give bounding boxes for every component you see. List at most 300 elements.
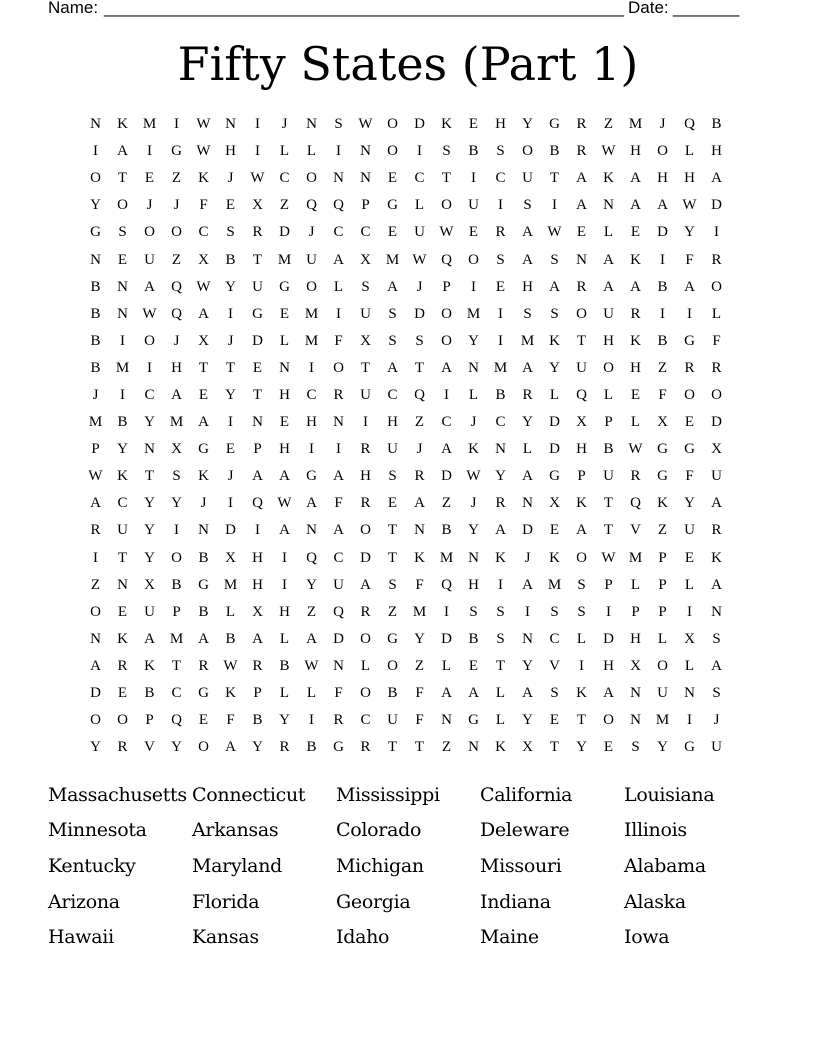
grid-letter: T — [198, 359, 209, 376]
grid-letter: T — [117, 170, 128, 187]
grid-letter: X — [522, 739, 533, 756]
word-list-row — [48, 813, 768, 849]
grid-letter: I — [417, 143, 422, 160]
grid-letter: Z — [657, 359, 668, 376]
grid-letter: R — [711, 251, 722, 268]
grid-letter: U — [117, 522, 128, 539]
grid-letter: O — [171, 549, 182, 566]
grid-letter: A — [198, 414, 209, 431]
grid-letter: I — [255, 522, 260, 539]
grid-letter: A — [360, 576, 371, 593]
grid-letter: P — [604, 414, 613, 431]
grid-letter: X — [252, 603, 263, 620]
grid-letter: P — [604, 576, 613, 593]
grid-letter: Y — [225, 386, 236, 403]
grid-letter: X — [657, 414, 668, 431]
grid-letter: I — [120, 386, 125, 403]
grid-letter: I — [228, 305, 233, 322]
grid-letter: C — [144, 386, 155, 403]
grid-letter: A — [603, 278, 614, 295]
grid-letter: F — [712, 332, 721, 349]
grid-letter: C — [495, 414, 506, 431]
grid-letter: B — [90, 305, 101, 322]
grid-letter: U — [360, 305, 371, 322]
grid-letter: O — [144, 332, 155, 349]
grid-letter: H — [171, 359, 182, 376]
grid-letter: Y — [522, 712, 533, 729]
grid-letter: L — [630, 576, 641, 593]
grid-letter: W — [196, 278, 211, 295]
grid-letter: R — [576, 116, 587, 133]
grid-letter: C — [117, 495, 128, 512]
grid-letter: K — [198, 468, 209, 485]
grid-letter: Q — [441, 576, 452, 593]
grid-letter: E — [117, 603, 128, 620]
grid-letter: K — [630, 251, 641, 268]
grid-letter: N — [360, 170, 371, 187]
grid-letter: S — [712, 685, 721, 702]
date-blank-line: _______ — [673, 0, 740, 17]
grid-letter: A — [576, 522, 587, 539]
grid-letter: O — [360, 522, 371, 539]
grid-letter: L — [630, 414, 641, 431]
grid-row — [82, 545, 730, 572]
grid-letter: A — [387, 278, 398, 295]
grid-letter: N — [252, 414, 263, 431]
grid-letter: T — [360, 359, 371, 376]
grid-letter: A — [522, 468, 533, 485]
grid-letter: W — [547, 224, 562, 241]
grid-letter: O — [441, 305, 452, 322]
letter-grid — [82, 111, 730, 761]
grid-letter: Q — [171, 278, 182, 295]
word-list-item: Florida — [192, 890, 260, 913]
grid-letter: K — [495, 549, 506, 566]
grid-letter: S — [523, 197, 532, 214]
grid-letter: G — [306, 468, 317, 485]
grid-letter: W — [88, 468, 103, 485]
grid-letter: K — [630, 332, 641, 349]
grid-letter: A — [333, 251, 344, 268]
grid-letter: R — [360, 495, 371, 512]
grid-letter: B — [306, 739, 317, 756]
grid-letter: U — [576, 359, 587, 376]
grid-letter: K — [657, 495, 668, 512]
grid-letter: A — [711, 657, 722, 674]
grid-letter: A — [522, 359, 533, 376]
grid-letter: O — [576, 305, 587, 322]
grid-letter: H — [252, 576, 263, 593]
grid-letter: F — [334, 332, 343, 349]
grid-letter: H — [522, 278, 533, 295]
grid-letter: B — [711, 116, 722, 133]
grid-letter: L — [549, 386, 560, 403]
grid-letter: O — [171, 224, 182, 241]
grid-letter: Z — [387, 603, 398, 620]
grid-letter: N — [468, 359, 479, 376]
grid-letter: J — [227, 170, 234, 187]
grid-letter: A — [522, 685, 533, 702]
grid-letter: G — [549, 468, 560, 485]
grid-letter: P — [145, 712, 154, 729]
grid-letter: U — [252, 278, 263, 295]
word-list-item: Alaska — [624, 890, 686, 913]
grid-letter: S — [442, 143, 451, 160]
grid-letter: P — [253, 685, 262, 702]
grid-row — [82, 246, 730, 273]
grid-letter: O — [603, 712, 614, 729]
grid-letter: Q — [306, 549, 317, 566]
grid-letter: O — [198, 739, 209, 756]
grid-letter: A — [441, 685, 452, 702]
grid-letter: X — [198, 332, 209, 349]
grid-letter: T — [387, 739, 398, 756]
grid-letter: Z — [414, 657, 425, 674]
grid-letter: Y — [549, 359, 560, 376]
grid-letter: M — [655, 712, 670, 729]
grid-letter: E — [468, 116, 479, 133]
grid-row — [82, 274, 730, 301]
grid-letter: Q — [576, 386, 587, 403]
grid-letter: K — [468, 441, 479, 458]
grid-letter: O — [360, 630, 371, 647]
grid-letter: T — [441, 170, 452, 187]
word-list-row — [48, 919, 768, 955]
grid-letter: A — [711, 576, 722, 593]
grid-letter: J — [281, 116, 288, 133]
grid-letter: D — [90, 685, 101, 702]
grid-letter: H — [468, 576, 479, 593]
grid-letter: L — [306, 143, 317, 160]
grid-letter: K — [576, 685, 587, 702]
grid-letter: H — [630, 143, 641, 160]
grid-letter: E — [225, 197, 236, 214]
grid-letter: B — [90, 359, 101, 376]
grid-letter: L — [360, 657, 371, 674]
grid-letter: N — [522, 630, 533, 647]
grid-letter: T — [549, 170, 560, 187]
grid-letter: L — [522, 441, 533, 458]
grid-letter: K — [117, 630, 128, 647]
grid-letter: S — [577, 603, 586, 620]
grid-row — [82, 409, 730, 436]
grid-letter: X — [171, 441, 182, 458]
grid-letter: G — [252, 305, 263, 322]
grid-letter: H — [603, 657, 614, 674]
grid-letter: P — [631, 603, 640, 620]
grid-letter: G — [279, 278, 290, 295]
grid-letter: L — [279, 332, 290, 349]
grid-letter: S — [388, 305, 397, 322]
grid-letter: G — [198, 685, 209, 702]
grid-letter: X — [360, 332, 371, 349]
grid-letter: M — [493, 359, 508, 376]
grid-letter: Q — [333, 197, 344, 214]
grid-letter: Q — [630, 495, 641, 512]
grid-letter: A — [252, 468, 263, 485]
grid-letter: J — [308, 224, 315, 241]
grid-letter: X — [711, 441, 722, 458]
grid-row — [82, 490, 730, 517]
grid-letter: A — [522, 224, 533, 241]
grid-letter: R — [414, 468, 425, 485]
grid-letter: A — [630, 170, 641, 187]
grid-letter: E — [279, 305, 290, 322]
grid-letter: Y — [279, 712, 290, 729]
grid-letter: U — [603, 468, 614, 485]
grid-letter: N — [306, 116, 317, 133]
grid-letter: N — [90, 116, 101, 133]
grid-letter: P — [658, 576, 667, 593]
grid-letter: I — [606, 603, 611, 620]
grid-row — [82, 355, 730, 382]
grid-letter: B — [657, 278, 668, 295]
grid-letter: N — [117, 576, 128, 593]
grid-letter: O — [468, 251, 479, 268]
grid-letter: B — [225, 630, 236, 647]
grid-letter: D — [414, 116, 425, 133]
grid-letter: A — [198, 305, 209, 322]
name-label: Name: — [48, 0, 99, 17]
grid-letter: E — [117, 251, 128, 268]
grid-letter: B — [252, 712, 263, 729]
grid-letter: O — [117, 712, 128, 729]
grid-letter: C — [333, 224, 344, 241]
grid-letter: M — [142, 116, 157, 133]
grid-letter: R — [360, 603, 371, 620]
word-list-item: Massachusetts — [48, 783, 187, 806]
grid-letter: H — [630, 359, 641, 376]
grid-letter: U — [603, 305, 614, 322]
grid-letter: A — [441, 441, 452, 458]
grid-letter: A — [333, 468, 344, 485]
grid-letter: R — [252, 657, 263, 674]
grid-letter: I — [336, 143, 341, 160]
grid-letter: E — [279, 414, 290, 431]
grid-letter: M — [277, 251, 292, 268]
word-list-item: California — [480, 783, 573, 806]
grid-letter: G — [198, 576, 209, 593]
grid-letter: Z — [414, 414, 425, 431]
grid-letter: H — [630, 630, 641, 647]
grid-letter: A — [414, 495, 425, 512]
grid-letter: Y — [576, 739, 587, 756]
grid-letter: C — [549, 630, 560, 647]
grid-letter: R — [630, 305, 641, 322]
grid-letter: B — [468, 630, 479, 647]
grid-letter: H — [279, 603, 290, 620]
grid-letter: R — [360, 441, 371, 458]
grid-letter: A — [90, 495, 101, 512]
grid-letter: T — [603, 522, 614, 539]
grid-letter: G — [90, 224, 101, 241]
grid-letter: L — [495, 685, 506, 702]
grid-row — [82, 301, 730, 328]
grid-letter: B — [603, 441, 614, 458]
grid-letter: M — [385, 251, 400, 268]
grid-letter: T — [603, 495, 614, 512]
grid-letter: S — [415, 332, 424, 349]
grid-letter: Y — [252, 739, 263, 756]
grid-letter: S — [550, 603, 559, 620]
grid-letter: K — [549, 549, 560, 566]
grid-letter: D — [360, 549, 371, 566]
grid-letter: P — [172, 603, 181, 620]
grid-letter: R — [252, 224, 263, 241]
grid-letter: L — [414, 197, 425, 214]
grid-letter: A — [441, 359, 452, 376]
grid-letter: I — [444, 386, 449, 403]
grid-letter: I — [498, 576, 503, 593]
grid-letter: E — [630, 224, 641, 241]
grid-letter: R — [279, 739, 290, 756]
grid-letter: W — [439, 224, 454, 241]
grid-letter: Y — [144, 549, 155, 566]
grid-letter: C — [360, 224, 371, 241]
grid-letter: K — [603, 170, 614, 187]
grid-letter: F — [334, 685, 343, 702]
grid-letter: A — [198, 630, 209, 647]
grid-letter: Y — [144, 495, 155, 512]
grid-letter: A — [576, 197, 587, 214]
grid-letter: N — [630, 685, 641, 702]
grid-letter: T — [171, 657, 182, 674]
grid-letter: Q — [414, 386, 425, 403]
grid-letter: P — [253, 441, 262, 458]
grid-letter: B — [171, 576, 182, 593]
grid-letter: A — [711, 170, 722, 187]
grid-letter: L — [603, 386, 614, 403]
grid-letter: I — [255, 143, 260, 160]
grid-letter: S — [550, 251, 559, 268]
grid-letter: N — [630, 712, 641, 729]
grid-letter: I — [687, 712, 692, 729]
grid-letter: I — [552, 197, 557, 214]
grid-letter: I — [282, 549, 287, 566]
grid-letter: D — [522, 522, 533, 539]
grid-letter: M — [466, 305, 481, 322]
grid-letter: A — [387, 359, 398, 376]
grid-letter: I — [120, 332, 125, 349]
grid-row — [82, 572, 730, 599]
grid-letter: G — [657, 468, 668, 485]
word-list-item: Louisiana — [624, 783, 715, 806]
grid-letter: A — [171, 386, 182, 403]
grid-letter: Z — [90, 576, 101, 593]
grid-letter: R — [576, 278, 587, 295]
grid-letter: E — [549, 522, 560, 539]
grid-letter: Z — [171, 170, 182, 187]
grid-letter: D — [657, 224, 668, 241]
grid-letter: I — [444, 603, 449, 620]
grid-letter: Y — [522, 116, 533, 133]
grid-letter: A — [576, 170, 587, 187]
grid-letter: Y — [657, 739, 668, 756]
grid-letter: I — [147, 359, 152, 376]
grid-letter: A — [630, 278, 641, 295]
grid-row — [82, 328, 730, 355]
grid-letter: J — [659, 116, 666, 133]
grid-letter: W — [223, 657, 238, 674]
grid-letter: N — [117, 305, 128, 322]
grid-letter: T — [549, 739, 560, 756]
grid-letter: R — [117, 739, 128, 756]
grid-letter: W — [196, 116, 211, 133]
grid-letter: B — [549, 143, 560, 160]
grid-letter: Z — [306, 603, 317, 620]
grid-letter: H — [252, 549, 263, 566]
grid-letter: D — [549, 414, 560, 431]
word-list-item: Mississippi — [336, 783, 440, 806]
grid-letter: G — [684, 739, 695, 756]
grid-letter: N — [468, 549, 479, 566]
grid-letter: E — [495, 278, 506, 295]
grid-letter: E — [630, 386, 641, 403]
grid-letter: F — [226, 712, 235, 729]
grid-letter: O — [441, 197, 452, 214]
grid-letter: E — [549, 712, 560, 729]
grid-letter: K — [495, 739, 506, 756]
grid-letter: X — [630, 657, 641, 674]
grid-letter: L — [684, 657, 695, 674]
grid-letter: L — [333, 278, 344, 295]
word-list-row — [48, 884, 768, 920]
grid-letter: A — [522, 576, 533, 593]
grid-letter: X — [198, 251, 209, 268]
grid-letter: G — [684, 441, 695, 458]
grid-letter: M — [304, 305, 319, 322]
grid-letter: Y — [90, 197, 101, 214]
grid-letter: R — [333, 386, 344, 403]
grid-row — [82, 680, 730, 707]
grid-letter: I — [282, 576, 287, 593]
grid-letter: O — [711, 278, 722, 295]
grid-letter: W — [250, 170, 265, 187]
grid-letter: B — [279, 657, 290, 674]
grid-letter: Q — [441, 251, 452, 268]
grid-letter: G — [387, 630, 398, 647]
grid-letter: X — [252, 197, 263, 214]
grid-letter: G — [171, 143, 182, 160]
grid-letter: C — [414, 170, 425, 187]
header-line — [48, 0, 748, 20]
grid-letter: I — [309, 712, 314, 729]
grid-letter: C — [387, 386, 398, 403]
word-list-item: Arizona — [48, 890, 120, 913]
word-list-item: Maryland — [192, 854, 283, 877]
grid-letter: A — [630, 197, 641, 214]
grid-letter: A — [522, 251, 533, 268]
grid-letter: B — [90, 278, 101, 295]
grid-letter: I — [660, 251, 665, 268]
grid-row — [82, 382, 730, 409]
grid-letter: M — [223, 576, 238, 593]
grid-letter: Y — [171, 739, 182, 756]
grid-letter: X — [684, 630, 695, 647]
grid-letter: M — [628, 116, 643, 133]
grid-letter: M — [547, 576, 562, 593]
grid-letter: N — [603, 197, 614, 214]
grid-letter: G — [333, 739, 344, 756]
grid-letter: L — [279, 630, 290, 647]
grid-letter: N — [684, 685, 695, 702]
grid-row — [82, 517, 730, 544]
grid-row — [82, 626, 730, 653]
grid-letter: Z — [441, 495, 452, 512]
grid-letter: S — [631, 739, 640, 756]
grid-letter: Y — [495, 468, 506, 485]
grid-letter: J — [173, 197, 180, 214]
